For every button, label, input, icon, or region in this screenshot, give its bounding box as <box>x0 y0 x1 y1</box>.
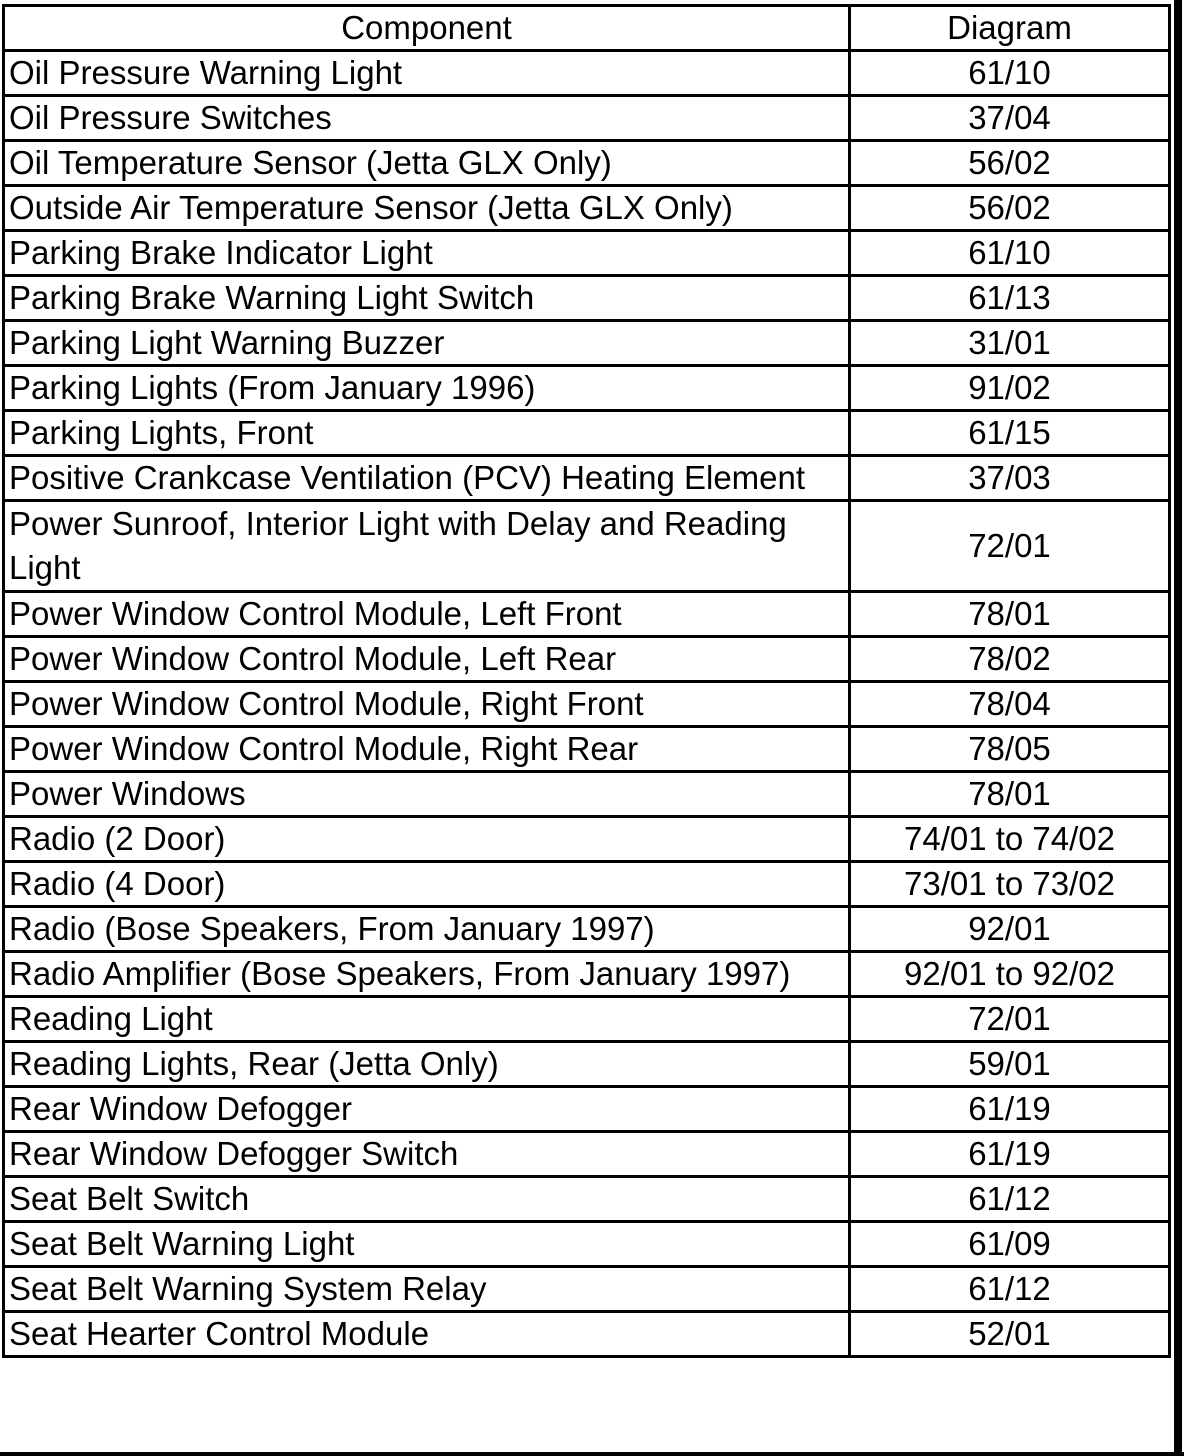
diagram-cell: 61/12 <box>850 1267 1170 1312</box>
table-row <box>4 772 1170 817</box>
component-cell: Reading Light <box>4 997 850 1042</box>
table-row <box>4 1087 1170 1132</box>
table-row <box>4 592 1170 637</box>
page-edge-bottom <box>0 1452 1184 1456</box>
component-cell: Rear Window Defogger <box>4 1087 850 1132</box>
diagram-cell: 91/02 <box>850 366 1170 411</box>
diagram-cell: 56/02 <box>850 186 1170 231</box>
component-cell: Radio (4 Door) <box>4 862 850 907</box>
diagram-cell: 61/19 <box>850 1087 1170 1132</box>
diagram-cell: 73/01 to 73/02 <box>850 862 1170 907</box>
diagram-cell: 78/02 <box>850 637 1170 682</box>
table-row <box>4 862 1170 907</box>
diagram-cell: 31/01 <box>850 321 1170 366</box>
component-cell: Positive Crankcase Ventilation (PCV) Heating Element <box>4 456 850 501</box>
table-row <box>4 1312 1170 1357</box>
table-row <box>4 637 1170 682</box>
component-cell: Power Window Control Module, Right Front <box>4 682 850 727</box>
diagram-cell: 61/09 <box>850 1222 1170 1267</box>
table-row <box>4 141 1170 186</box>
component-diagram-table <box>2 4 1171 1358</box>
diagram-cell: 92/01 <box>850 907 1170 952</box>
component-cell: Power Sunroof, Interior Light with Delay and Reading Light <box>4 501 850 592</box>
component-index-sheet <box>2 4 1168 1452</box>
component-cell: Parking Lights, Front <box>4 411 850 456</box>
component-cell: Reading Lights, Rear (Jetta Only) <box>4 1042 850 1087</box>
component-cell: Rear Window Defogger Switch <box>4 1132 850 1177</box>
diagram-cell: 59/01 <box>850 1042 1170 1087</box>
component-cell: Radio (Bose Speakers, From January 1997) <box>4 907 850 952</box>
table-row <box>4 952 1170 997</box>
page-edge-right <box>1174 0 1182 1456</box>
table-row <box>4 321 1170 366</box>
diagram-cell: 61/10 <box>850 51 1170 96</box>
component-cell: Seat Belt Warning System Relay <box>4 1267 850 1312</box>
table-header-row <box>4 6 1170 51</box>
component-cell: Seat Belt Switch <box>4 1177 850 1222</box>
table-row <box>4 682 1170 727</box>
diagram-cell: 37/03 <box>850 456 1170 501</box>
diagram-cell: 61/12 <box>850 1177 1170 1222</box>
table-row <box>4 276 1170 321</box>
table-row <box>4 411 1170 456</box>
table-row <box>4 231 1170 276</box>
component-cell: Power Window Control Module, Left Rear <box>4 637 850 682</box>
component-cell: Parking Light Warning Buzzer <box>4 321 850 366</box>
table-row <box>4 1042 1170 1087</box>
component-cell: Power Windows <box>4 772 850 817</box>
diagram-cell: 61/15 <box>850 411 1170 456</box>
component-cell: Parking Lights (From January 1996) <box>4 366 850 411</box>
diagram-cell: 37/04 <box>850 96 1170 141</box>
table-row <box>4 51 1170 96</box>
table-row <box>4 817 1170 862</box>
diagram-cell: 61/19 <box>850 1132 1170 1177</box>
component-cell: Power Window Control Module, Left Front <box>4 592 850 637</box>
table-row <box>4 997 1170 1042</box>
diagram-cell: 56/02 <box>850 141 1170 186</box>
table-row <box>4 456 1170 501</box>
component-cell: Radio (2 Door) <box>4 817 850 862</box>
diagram-cell: 74/01 to 74/02 <box>850 817 1170 862</box>
table-row <box>4 501 1170 592</box>
table-row <box>4 1222 1170 1267</box>
table-row <box>4 727 1170 772</box>
table-row <box>4 96 1170 141</box>
component-cell: Seat Hearter Control Module <box>4 1312 850 1357</box>
component-cell: Parking Brake Warning Light Switch <box>4 276 850 321</box>
table-row <box>4 1267 1170 1312</box>
table-row <box>4 366 1170 411</box>
table-row <box>4 1177 1170 1222</box>
component-cell: Oil Temperature Sensor (Jetta GLX Only) <box>4 141 850 186</box>
component-cell: Oil Pressure Switches <box>4 96 850 141</box>
diagram-cell: 61/13 <box>850 276 1170 321</box>
diagram-cell: 92/01 to 92/02 <box>850 952 1170 997</box>
diagram-cell: 52/01 <box>850 1312 1170 1357</box>
diagram-cell: 78/05 <box>850 727 1170 772</box>
diagram-column-header: Diagram <box>850 6 1170 51</box>
component-column-header: Component <box>4 6 850 51</box>
diagram-cell: 78/01 <box>850 592 1170 637</box>
component-cell: Outside Air Temperature Sensor (Jetta GLX Only) <box>4 186 850 231</box>
component-cell: Radio Amplifier (Bose Speakers, From January 1997) <box>4 952 850 997</box>
diagram-cell: 61/10 <box>850 231 1170 276</box>
diagram-cell: 72/01 <box>850 501 1170 592</box>
table-row <box>4 1132 1170 1177</box>
table-row <box>4 907 1170 952</box>
table-row <box>4 186 1170 231</box>
diagram-cell: 78/04 <box>850 682 1170 727</box>
component-cell: Seat Belt Warning Light <box>4 1222 850 1267</box>
component-cell: Parking Brake Indicator Light <box>4 231 850 276</box>
diagram-cell: 72/01 <box>850 997 1170 1042</box>
component-cell: Power Window Control Module, Right Rear <box>4 727 850 772</box>
diagram-cell: 78/01 <box>850 772 1170 817</box>
component-cell: Oil Pressure Warning Light <box>4 51 850 96</box>
